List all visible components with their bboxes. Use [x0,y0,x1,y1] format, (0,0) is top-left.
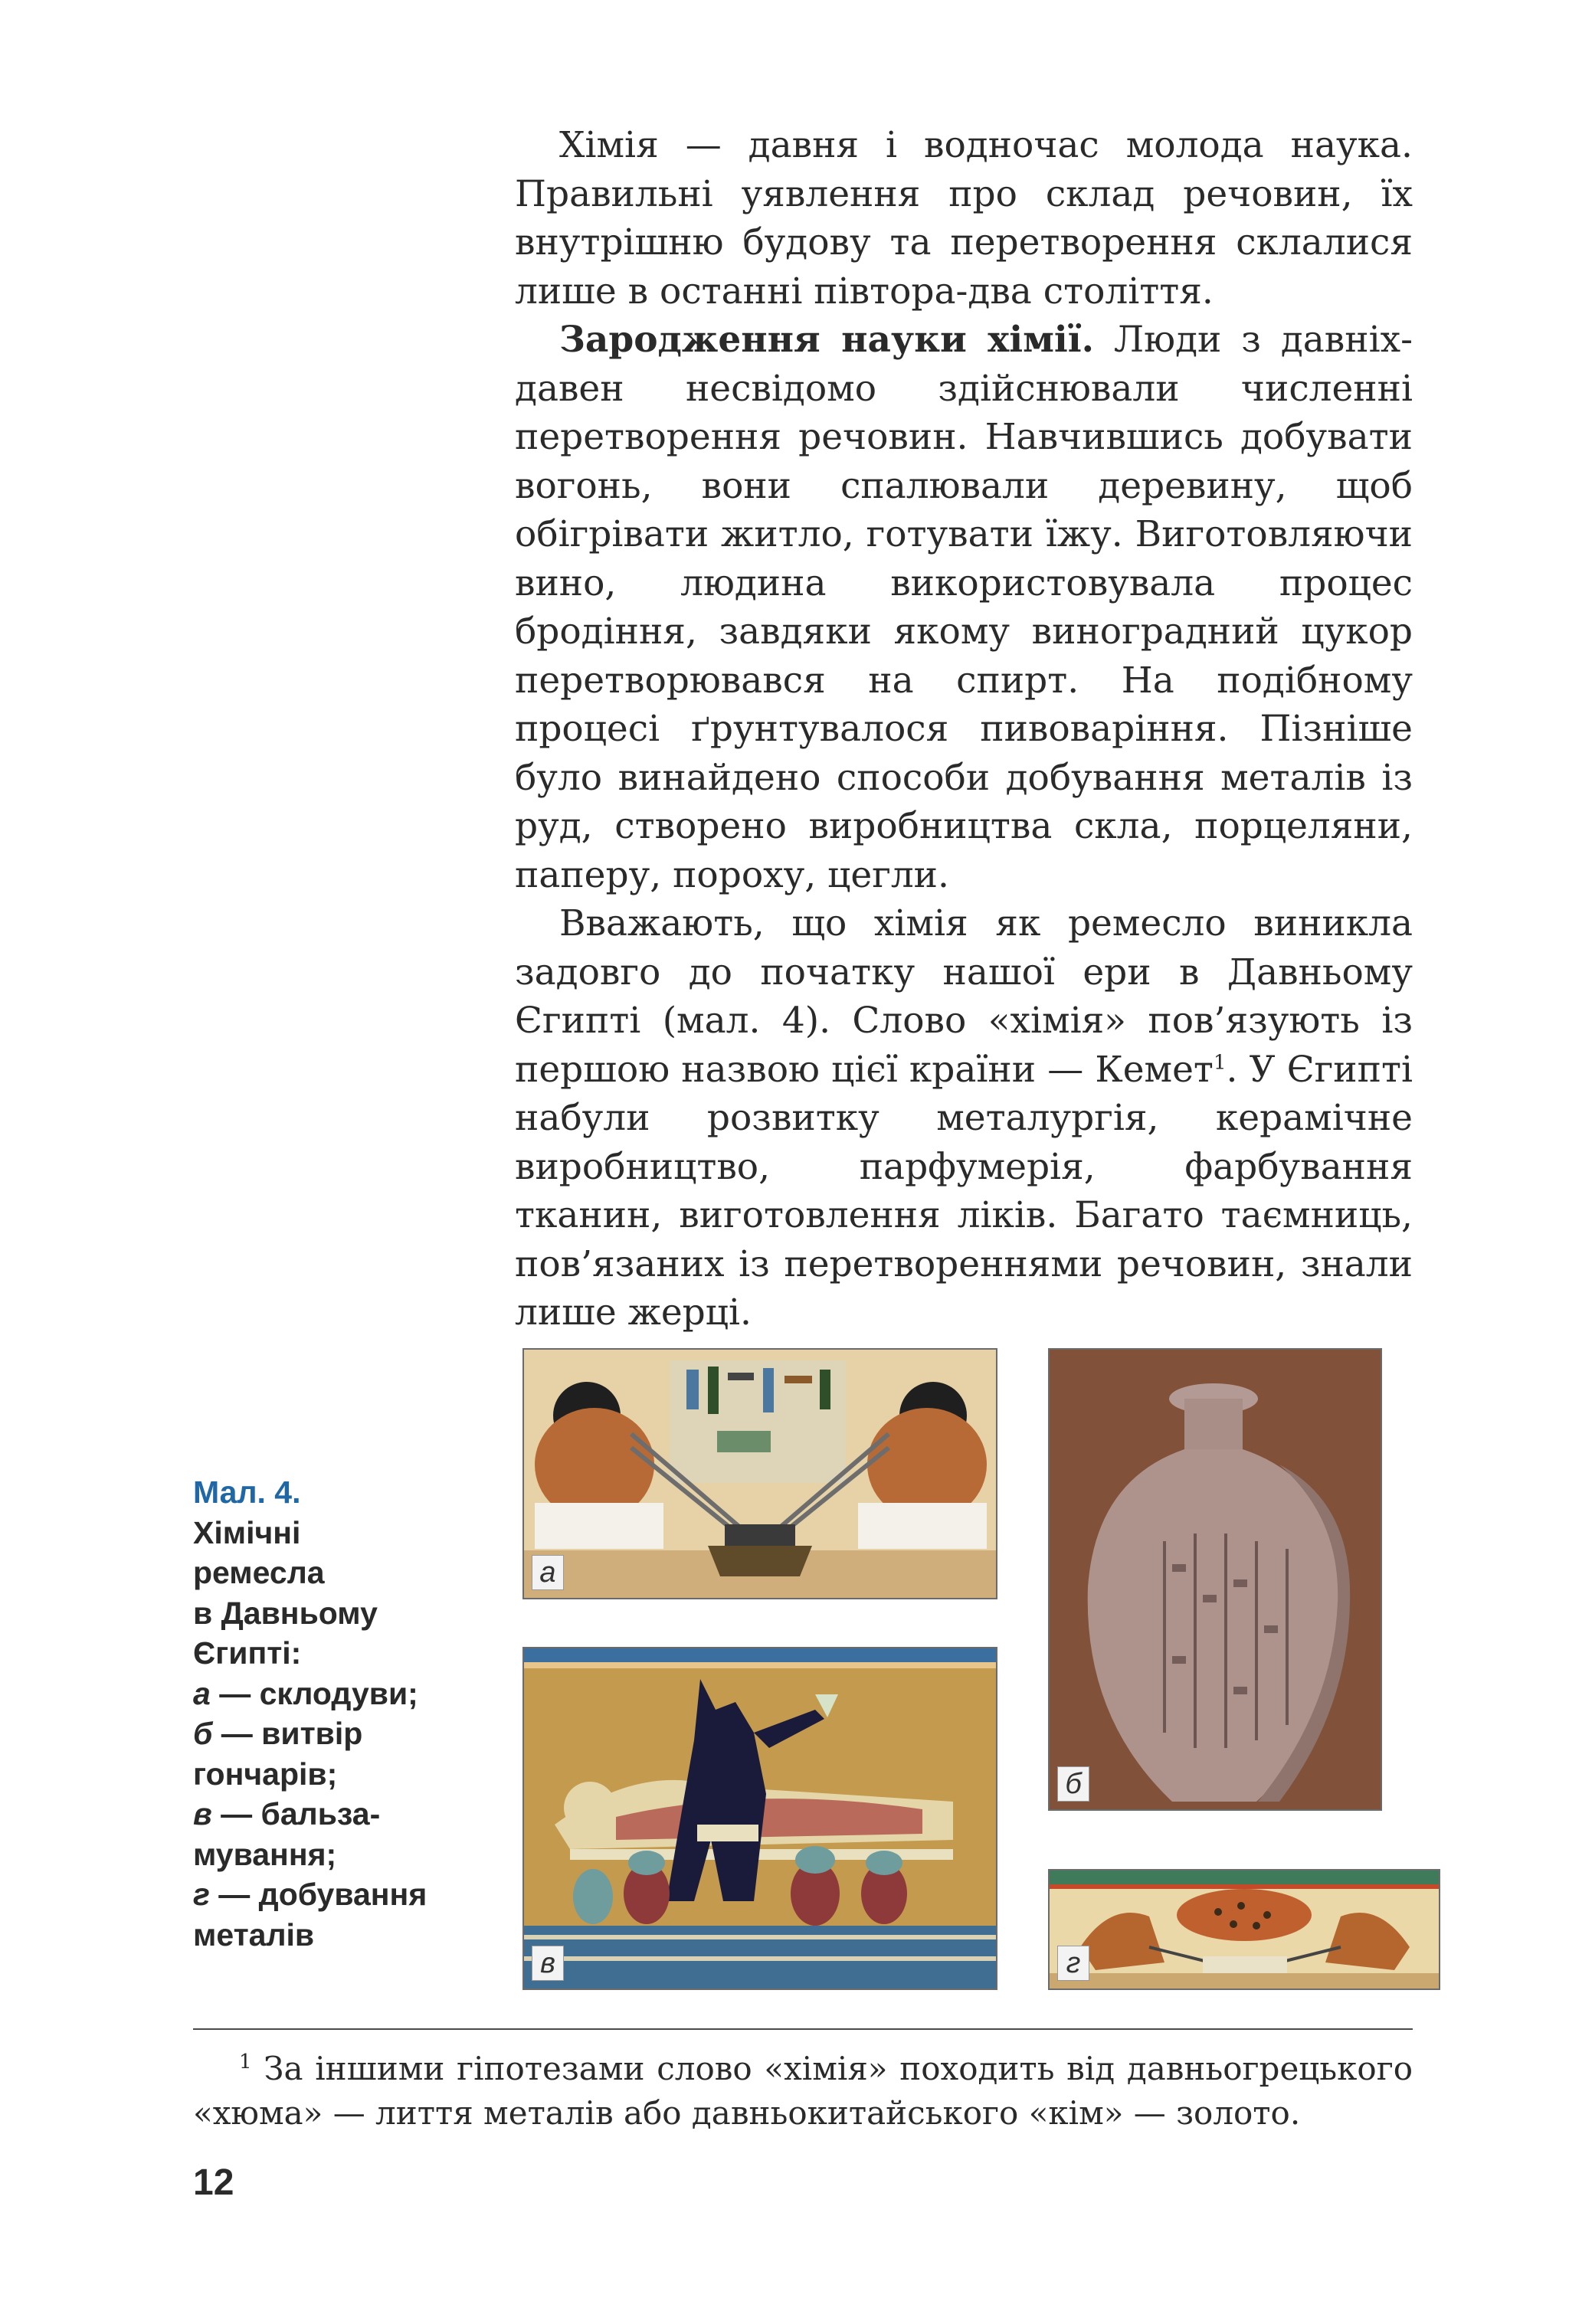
photo-glassblowers [522,1348,997,1599]
photo-label-d: г [1057,1946,1089,1981]
egypt-text-part1: Вважають, що хімія як ремесло виникла задовго до початку нашої ери в Давньому Єгипті (мал. 4). Слово «хімія» пов’язують із першою назвою цієї країни — Кемет [515,902,1413,1091]
paragraph-intro: Хімія — давня і водночас молода наука. Правильні уявлення про склад речовин, їх внутрішню будову та перетворення склалися лише в останні півтора-два століття. [515,124,1413,313]
caption-line: ремесла [193,1555,325,1590]
footnote-reference[interactable]: 1 [1213,1050,1227,1074]
egypt-text-part2: . У Єгипті набули розвитку металургія, керамічне виробництво, парфумерія, фарбування тканин, виготовлення ліків. Багато таємниць, пов’язаних із перетвореннями речовин, знали лише жерці. [515,1048,1413,1334]
caption-line: Хімічні [193,1514,301,1550]
caption-line: металів [193,1916,315,1952]
embalming-illustration [524,1648,996,1988]
footnote [193,2047,1413,2136]
figure-title: Мал. 4. [193,1475,301,1510]
caption-line: Єгипті: [193,1635,302,1671]
paragraph-egypt [515,899,1413,1337]
footnote-text: За іншими гіпотезами слово «хімія» походить від давньогрецького «хюма» — лиття металів або давньокитайського «кім» — золото. [193,2050,1413,2132]
metal-extraction-illustration [1050,1871,1439,1988]
footnote-marker: 1 [239,2051,252,2074]
photo-pottery-vase [1048,1348,1382,1811]
photo-metal-extraction [1048,1869,1440,1990]
photo-label-b: б [1057,1766,1089,1802]
caption-item-b: б — витвір [193,1716,363,1751]
caption-line: в Давньому [193,1595,378,1631]
photo-label-a: а [532,1555,564,1590]
caption-line: гончарів; [193,1756,338,1792]
caption-item-c: в — бальза- [193,1796,381,1831]
caption-item-d: г — добування [193,1877,427,1912]
glassblowers-illustration [524,1350,996,1598]
caption-line: мування; [193,1836,337,1872]
section-heading: Зародження науки хімії. [559,319,1094,361]
paragraph-origin [515,316,1413,899]
footnote-divider [193,2028,1413,2030]
photo-embalming [522,1647,997,1990]
page-number: 12 [193,2162,234,2203]
photo-label-c: в [532,1946,564,1981]
vase-illustration [1050,1350,1381,1809]
origin-text: Люди з давніх-давен несвідомо здійснювали численні перетворення речовин. Навчившись добувати вогонь, вони спалювали деревину, щоб обігрівати житло, готувати їжу. Виготовляючи вино, людина використовувала процес бродіння, завдяки якому виноградний цукор перетворювався на спирт. На подібному процесі ґрунтувалося пивоваріння. Пізніше було винайдено способи добування металів із руд, створено виробництва скла, порцеляни, паперу, пороху, цегли. [515,319,1413,896]
caption-item-a: а — склодуви; [193,1675,418,1711]
main-text-column [515,121,1413,1337]
figure-caption [193,1472,469,1955]
